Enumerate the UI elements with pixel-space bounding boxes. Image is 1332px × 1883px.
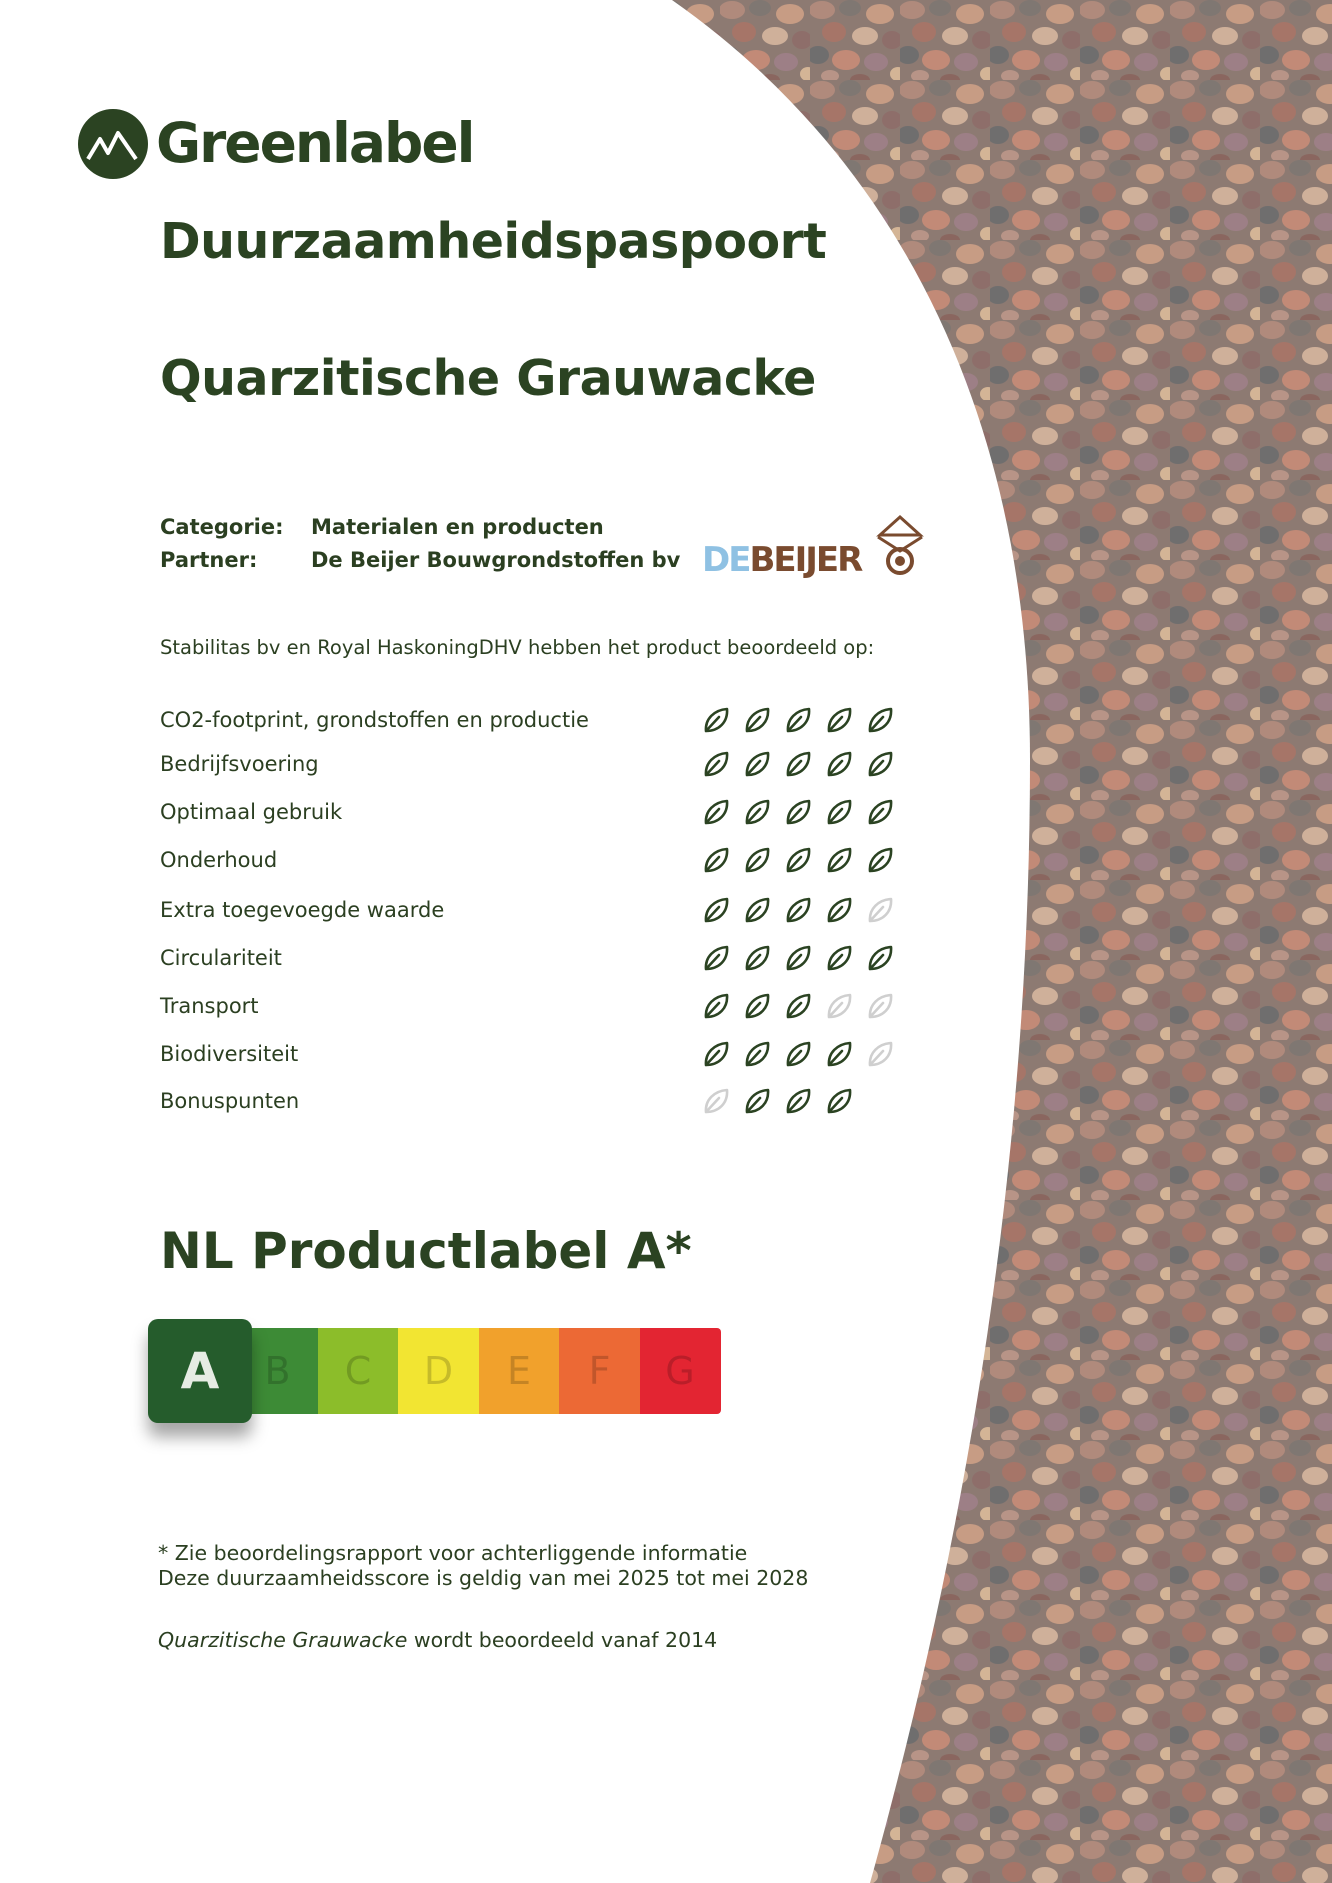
leaf-icon bbox=[743, 1087, 771, 1115]
leaf-icon bbox=[825, 1040, 853, 1068]
leaf-icon bbox=[743, 846, 771, 874]
leaf-icon bbox=[784, 750, 812, 778]
partner-logo-part2: BEIJER bbox=[749, 540, 862, 580]
criterion-row bbox=[160, 1038, 940, 1072]
criterion-row bbox=[160, 990, 940, 1024]
grade-a: A bbox=[148, 1319, 252, 1423]
partner-logo-text bbox=[702, 540, 861, 580]
document-title: Duurzaamheidspaspoort bbox=[160, 213, 827, 270]
criterion-label: Optimaal gebruik bbox=[160, 800, 343, 824]
brand-name: Greenlabel bbox=[156, 111, 474, 175]
criterion-row bbox=[160, 796, 940, 830]
criterion-label: Circulariteit bbox=[160, 946, 282, 970]
leaf-icon bbox=[784, 798, 812, 826]
assessment-intro: Stabilitas bv en Royal HaskoningDHV hebben het product beoordeeld op: bbox=[160, 636, 875, 659]
footnote-validity: Deze duurzaamheidsscore is geldig van mei 2025 tot mei 2028 bbox=[158, 1566, 809, 1590]
leaf-icon bbox=[784, 896, 812, 924]
leaf-icon bbox=[784, 992, 812, 1020]
leaf-icon bbox=[825, 896, 853, 924]
leaf-icon bbox=[866, 846, 894, 874]
leaf-icon bbox=[825, 846, 853, 874]
leaf-icon bbox=[743, 706, 771, 734]
leaf-icon bbox=[784, 706, 812, 734]
criterion-label: Biodiversiteit bbox=[160, 1042, 299, 1066]
beehive-icon bbox=[870, 513, 930, 577]
leaf-icon bbox=[866, 750, 894, 778]
leaf-icon bbox=[866, 798, 894, 826]
leaf-icon bbox=[743, 798, 771, 826]
leaf-icon bbox=[702, 944, 730, 972]
leaf-icon bbox=[866, 706, 894, 734]
leaf-icon bbox=[702, 750, 730, 778]
criterion-row bbox=[160, 844, 940, 878]
footnote-since-text: wordt beoordeeld vanaf 2014 bbox=[407, 1628, 718, 1652]
grade-b: B bbox=[237, 1328, 318, 1414]
criterion-row bbox=[160, 748, 940, 782]
footnote-product: Quarzitische Grauwacke bbox=[158, 1628, 408, 1652]
criterion-row bbox=[160, 894, 940, 928]
leaf-empty-icon bbox=[866, 992, 894, 1020]
leaf-empty-icon bbox=[866, 1040, 894, 1068]
leaf-icon bbox=[702, 896, 730, 924]
leaf-icon bbox=[825, 1087, 853, 1115]
leaf-icon bbox=[825, 750, 853, 778]
product-title: Quarzitische Grauwacke bbox=[160, 350, 816, 407]
leaf-icon bbox=[702, 992, 730, 1020]
leaf-empty-icon bbox=[702, 1087, 730, 1115]
leaf-icon bbox=[784, 1040, 812, 1068]
criterion-row bbox=[160, 1085, 940, 1119]
leaf-icon bbox=[702, 846, 730, 874]
productlabel-heading: NL Productlabel A* bbox=[160, 1222, 692, 1280]
grade-d: D bbox=[398, 1328, 479, 1414]
leaf-icon bbox=[743, 750, 771, 778]
leaf-icon bbox=[743, 944, 771, 972]
leaf-icon bbox=[702, 1040, 730, 1068]
category-label: Categorie: bbox=[160, 515, 284, 539]
criterion-row bbox=[160, 942, 940, 976]
leaf-icon bbox=[866, 944, 894, 972]
grade-e: E bbox=[479, 1328, 560, 1414]
leaf-icon bbox=[702, 798, 730, 826]
partner-logo-part1: DE bbox=[702, 540, 750, 580]
criterion-label: CO2-footprint, grondstoffen en productie bbox=[160, 708, 589, 732]
criterion-label: Bonuspunten bbox=[160, 1089, 300, 1113]
criterion-row bbox=[160, 704, 940, 738]
criterion-label: Onderhoud bbox=[160, 848, 278, 872]
grade-g: G bbox=[640, 1328, 721, 1414]
criterion-label: Extra toegevoegde waarde bbox=[160, 898, 445, 922]
leaf-empty-icon bbox=[825, 992, 853, 1020]
leaf-icon bbox=[825, 798, 853, 826]
leaf-icon bbox=[825, 706, 853, 734]
leaf-icon bbox=[743, 992, 771, 1020]
leaf-icon bbox=[825, 944, 853, 972]
footnote-since bbox=[158, 1628, 717, 1652]
leaf-empty-icon bbox=[866, 896, 894, 924]
criterion-label: Transport bbox=[160, 994, 259, 1018]
grade-f: F bbox=[559, 1328, 640, 1414]
greenlabel-logo-icon bbox=[78, 109, 148, 179]
grade-c: C bbox=[318, 1328, 399, 1414]
leaf-icon bbox=[784, 846, 812, 874]
de-beijer-logo bbox=[702, 513, 932, 585]
leaf-icon bbox=[784, 944, 812, 972]
category-value: Materialen en producten bbox=[311, 515, 604, 539]
leaf-icon bbox=[743, 896, 771, 924]
leaf-icon bbox=[702, 706, 730, 734]
leaf-icon bbox=[784, 1087, 812, 1115]
criterion-label: Bedrijfsvoering bbox=[160, 752, 319, 776]
partner-label: Partner: bbox=[160, 548, 258, 572]
partner-value: De Beijer Bouwgrondstoffen bv bbox=[311, 548, 681, 572]
leaf-icon bbox=[743, 1040, 771, 1068]
footnote-report: * Zie beoordelingsrapport voor achterliggende informatie bbox=[158, 1541, 748, 1565]
